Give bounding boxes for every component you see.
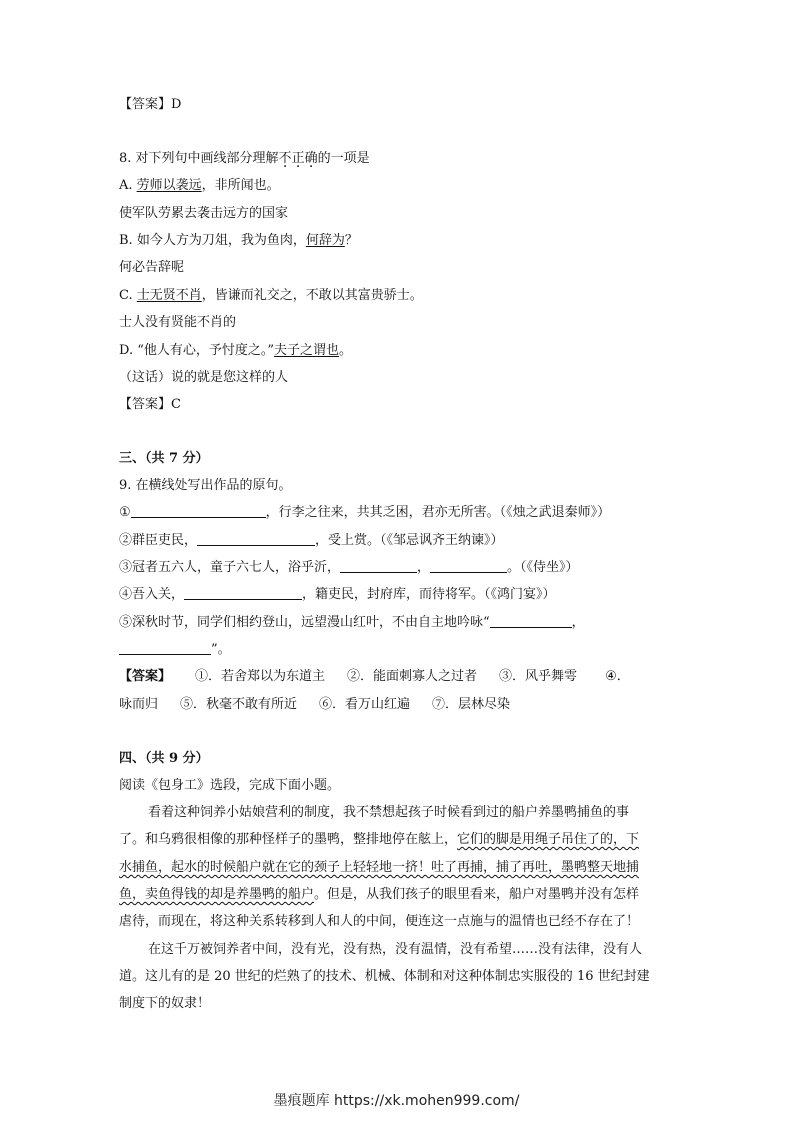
answer-item: ⑤．秋毫不敢有所近 [180,697,298,712]
dotted-char: 确 [304,151,318,166]
item-text: ， [571,615,585,630]
q9-item-3 [119,559,579,577]
passage-line [119,886,639,904]
underlined-phrase: 士无贤不肖 [136,288,202,303]
item-text: ，行李之往来，共其乏困，君亦无所害。（《烛之武退秦师》） [265,505,611,520]
q8-option-b-note: 何必告辞呢 [119,260,185,275]
item-text: ， [417,560,431,575]
item-text: ②群臣吏民， [119,533,198,548]
item-text: 。（《侍坐》） [507,560,579,575]
item-text: ，籍吏民，封府库，而待将军。（《鸿门宴》） [302,587,556,602]
option-prefix: D. “他人有心，予忖度之。” [119,343,275,358]
answer-blank[interactable] [490,614,572,628]
answer-item: ⑥．看万山红遍 [319,697,411,712]
item-text: ”。 [211,642,231,657]
item-text: ④吾入关， [119,587,185,602]
answer-blank[interactable] [197,532,315,546]
item-text: ③冠者五六人，童子六七人，浴乎沂， [119,560,341,575]
wavy-underlined-text: 鱼，卖鱼得钱的却是养墨鸭的船户 [119,887,315,902]
underlined-phrase: 劳师以袭远 [136,178,202,193]
option-prefix: A. [119,178,137,193]
passage-line: 虐待，而现在，将这种关系转移到人和人的中间，便连这一点施与的温情也已经不存在了！ [119,914,640,929]
q8-option-a-note: 使军队劳累去袭击远方的国家 [119,206,289,221]
q8-option-c [119,287,423,305]
item-text: ，受上赏。（《邹忌讽齐王纳谏》） [315,533,504,548]
q8-stem-pre: 8. 对下列句中画线部分理解 [119,151,279,166]
option-rest: ，非所闻也。 [201,178,280,193]
option-prefix: C. [119,288,137,303]
q8-option-c-note: 士人没有贤能不肖的 [119,315,237,330]
q9-item-4 [119,586,556,604]
q9-stem: 9. 在横线处写出作品的原句。 [119,478,292,493]
passage-line: 在这千万被饲养者中间，没有光，没有热，没有温情，没有希望……没有法律，没有人 [148,942,643,957]
q8-option-a [119,177,280,195]
answer-blank[interactable] [430,559,507,573]
answer-blank[interactable] [340,559,417,573]
q9-item-5 [119,614,585,632]
passage-text: 了。和乌鸦很相像的那种怪样子的墨鸭，整排地停在舷上， [119,832,458,847]
option-rest: ，皆谦而礼交之，不敢以其富贵骄士。 [201,288,423,303]
q8-stem-post: 的一项是 [317,151,370,166]
q9-answer-line1 [119,668,630,686]
answer-blank[interactable] [184,586,302,600]
dotted-char: 正 [291,151,305,166]
answer-item: ③．风乎舞雩 [499,669,578,684]
wavy-underlined-text: 它们的脚是用绳子吊住了的，下 [457,832,640,847]
section4-heading: 四、（共 9 分） [119,751,209,766]
answer-item: ①．若舍郑以为东道主 [195,669,326,684]
option-rest: ？ [344,233,358,248]
q9-item-1 [119,504,610,522]
section4-intro: 阅读《包身工》选段，完成下面小题。 [119,778,341,793]
passage-line: 制度下的奴隶！ [119,996,211,1011]
answer-item: ⑦．层林尽染 [432,697,511,712]
answer-blank[interactable] [131,504,266,518]
option-prefix: B. 如今人方为刀俎，我为鱼肉， [119,233,306,248]
item-text: ① [119,505,131,520]
passage-line: 看着这种饲养小姑娘营利的制度，我不禁想起孩子时候看到过的船户养墨鸭捕鱼的事 [148,805,630,820]
dotted-char: 不 [278,151,292,166]
footer-watermark: 墨痕题库 https://xk.mohen999.com/ [273,1093,520,1109]
q9-item-2 [119,532,504,550]
answer-item: 咏而归 [119,697,159,712]
q8-option-d [119,342,352,360]
q8-option-d-note: （这话）说的就是您这样的人 [119,370,289,385]
passage-text: 。但是，从我们孩子的眼里看来，船户对墨鸭并没有怎样 [314,887,640,902]
item-text: ⑤深秋时节，同学们相约登山，远望漫山红叶，不由自主地吟咏“ [119,615,490,630]
passage-line: 道。这儿有的是 20 世纪的烂熟了的技术、机械、体制和对这种体制忠实服役的 16 世纪封建 [119,969,650,984]
answer-item: ④． [605,669,630,684]
q7-answer: 【答案】D [119,97,182,112]
answer-blank[interactable] [119,641,211,655]
option-rest: 。 [339,343,353,358]
passage-line [119,859,639,877]
q8-stem [119,150,370,168]
q8-option-b [119,232,358,250]
q9-item-5-cont [119,641,231,659]
section3-heading: 三、（共 7 分） [119,451,209,466]
q9-answer-line2 [119,696,510,714]
underlined-phrase: 夫子之谓也 [274,343,340,358]
passage-line [119,831,639,849]
answer-item: ②．能面刺寡人之过者 [347,669,478,684]
underlined-phrase: 何辞为 [305,233,345,248]
wavy-underlined-text: 水捕鱼，起水的时候船户就在它的颈子上轻轻地一挤！吐了再捕，捕了再吐，墨鸭整天地捕 [119,860,640,875]
q8-answer: 【答案】C [119,397,181,412]
answer-label: 【答案】 [119,669,172,684]
